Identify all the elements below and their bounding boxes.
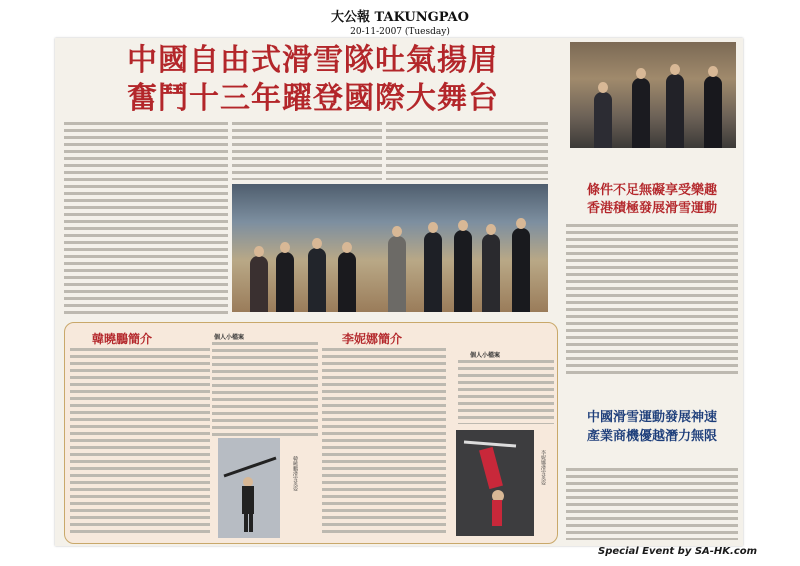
profile-info-li xyxy=(458,360,554,424)
article-column-2 xyxy=(232,122,382,180)
photo-skier-han xyxy=(218,438,280,538)
article-column-1 xyxy=(64,122,228,318)
photo-group-middle xyxy=(232,184,548,312)
profile-title-li: 李妮娜簡介 xyxy=(342,332,403,346)
profile-text-han xyxy=(70,348,210,534)
info-title-han: 個人小檔案 xyxy=(214,334,245,341)
article-column-right xyxy=(566,224,738,374)
issue-date: 20-11-2007 (Tuesday) xyxy=(350,27,450,37)
masthead xyxy=(0,6,800,37)
profile-info-han xyxy=(212,342,318,436)
article-column-right-lower xyxy=(566,468,738,540)
info-title-li: 個人小檔案 xyxy=(470,352,501,359)
subhead-right-bottom: 中國滑雪運動發展神速 產業商機優越潛力無限 xyxy=(586,410,717,444)
newspaper-brand: 大公報 TAKUNGPAO xyxy=(331,10,469,25)
profile-text-li xyxy=(322,348,446,534)
profile-title-han: 韓曉鵬簡介 xyxy=(92,332,153,346)
main-headline xyxy=(78,42,548,118)
article-column-3 xyxy=(386,122,548,180)
photo-group-top-right xyxy=(570,42,736,148)
photo-caption-li: 李妮娜滑雪英姿 xyxy=(540,450,546,485)
watermark: Special Event by SA-HK.com xyxy=(598,546,758,557)
headline-line-1: 中國自由式滑雪隊吐氣揚眉 xyxy=(127,43,499,78)
headline-line-2: 奮鬥十三年躍登國際大舞台 xyxy=(127,81,499,116)
photo-skier-li xyxy=(456,430,534,536)
photo-caption-han: 韓曉鵬滑雪英姿 xyxy=(292,456,298,491)
subhead-right-top: 條件不足無礙享受樂趣 香港積極發展滑雪運動 xyxy=(586,183,717,216)
